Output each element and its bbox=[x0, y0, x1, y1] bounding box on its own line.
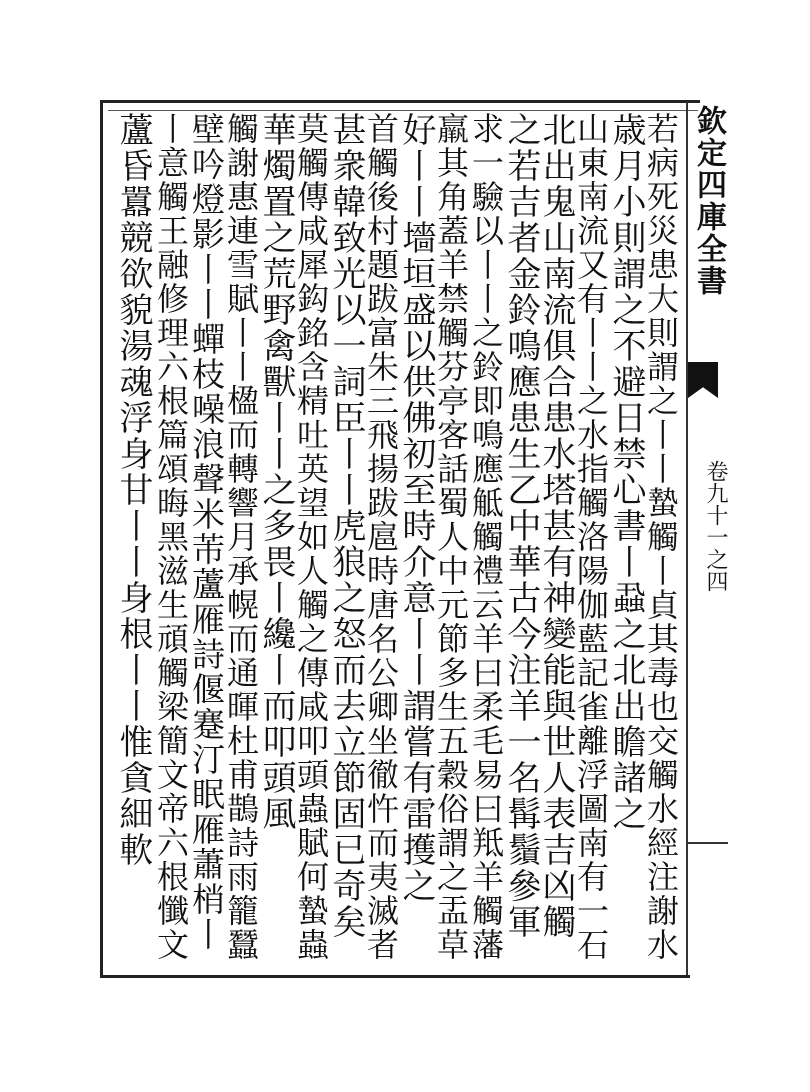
left-border-rule bbox=[100, 102, 103, 977]
text-column: 華燭置之荒野禽獸丨丨之多畏丨纔丨而叩頭風 bbox=[256, 112, 296, 832]
volume-number: 卷九十一之四 bbox=[703, 460, 728, 592]
text-column: 好丨丨墻垣盛以供佛初至時介意丨丨謂嘗有雷擭之 bbox=[396, 112, 436, 904]
text-column: 若病死災患大則謂之丨丨蟄觸丨貞其毒也交觸水經注謝水 bbox=[642, 112, 680, 962]
text-column: 壁吟燈影丨丨蟬枝噪浪聲米芾蘆雁詩偃蹇汀眠雁蕭梢丨 bbox=[187, 112, 226, 952]
top-border-rule bbox=[100, 100, 700, 103]
text-column: 之若吉者金鈴鳴應患生乙中華古今注羊一名髯鬚參軍 bbox=[501, 112, 541, 940]
text-column: 北出鬼山南流俱合患水塔甚有神變能與世人表吉凶觸 bbox=[536, 112, 576, 940]
text-column: 山東南流又有丨丨之水指觸洛陽伽藍記雀離浮圖南有一石 bbox=[572, 112, 610, 962]
margin-tick bbox=[688, 842, 728, 844]
top-inner-rule bbox=[108, 110, 698, 111]
text-column: 蘆昏囂競欲貌湯魂浮身甘丨丨身根丨丨惟貪細軟 bbox=[113, 112, 153, 868]
text-column: 觸謝惠連雪賦丨丨楹而轉響月承幌而通暉杜甫鵲詩雨籠蠶 bbox=[222, 112, 260, 962]
text-column: 首觸後村題跋富朱三飛揚跋扈時唐名公卿坐徹忤而夷滅者 bbox=[362, 112, 400, 962]
text-column: 歳月小則謂之不避日禁心書丨蝨之北出瞻諸之 bbox=[606, 112, 646, 832]
text-column: 甚衆韓致光以一詞臣丨丨虎狼之怒而去立節固已奇矣 bbox=[326, 112, 366, 940]
text-column: 丨意觸王融修理六根篇頌晦黑滋生頑觸梁簡文帝六根懺文 bbox=[152, 112, 190, 962]
bottom-border-rule bbox=[100, 975, 690, 978]
text-column: 莫觸傳咸犀鈎銘含精吐英望如人觸之傳咸叩頭蟲賦何蟄蟲 bbox=[292, 112, 330, 962]
book-title: 欽定四庫全書 bbox=[691, 105, 726, 297]
text-column: 求一驗以丨丨之鈴即鳴應觝觸禮云羊曰柔毛易曰羝羊觸藩 bbox=[467, 112, 505, 962]
text-column: 羸其角蓋羊禁觸芬亭客話蜀人中元節多生五穀俗謂之盂草 bbox=[432, 112, 470, 962]
